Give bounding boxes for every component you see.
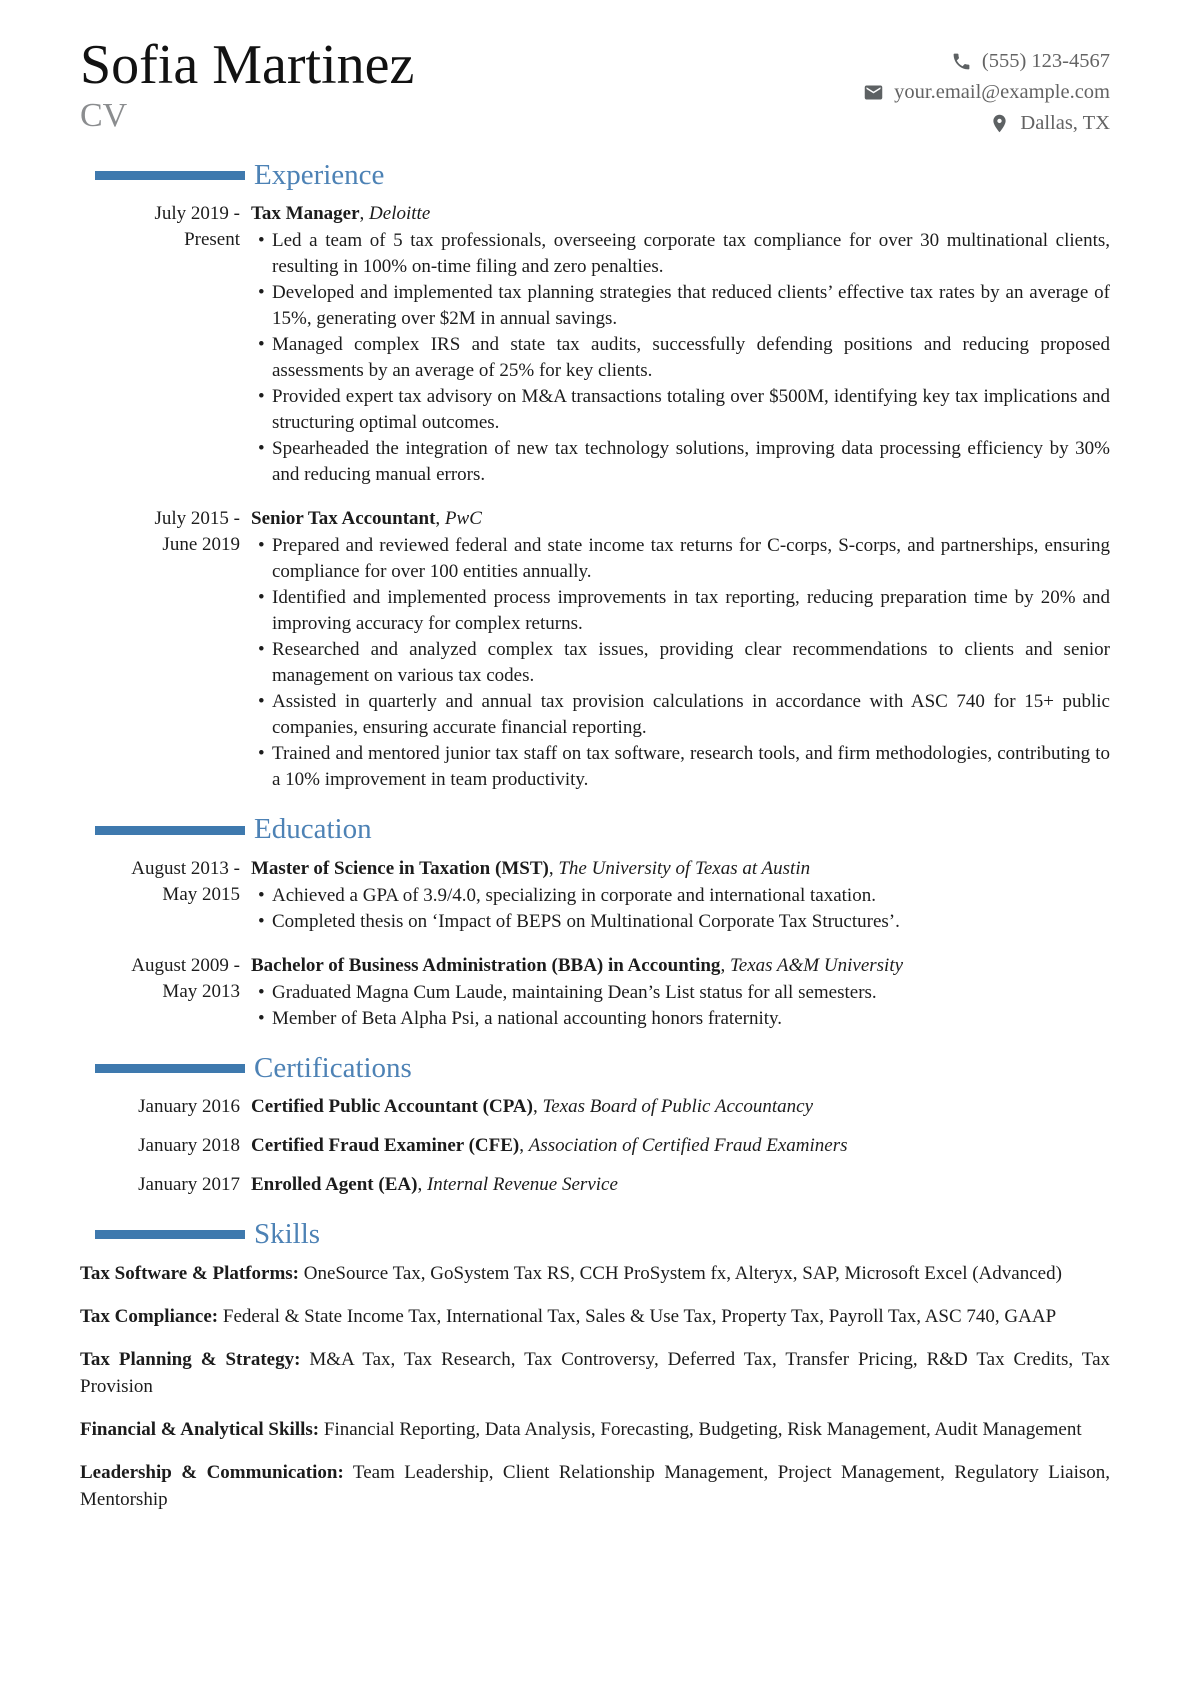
bullet-glyph: • — [258, 1007, 265, 1029]
bullet-list — [251, 883, 1110, 935]
skill-group-text: Team Leadership, Client Relationship Management, Project Management, Regulatory Liaison, Mentorship — [80, 1462, 1110, 1511]
email-address: your.email@example.com — [894, 81, 1110, 103]
section-experience — [80, 159, 1110, 793]
entry-date: January 2017 — [138, 1174, 240, 1196]
phone-number: (555) 123-4567 — [981, 50, 1110, 72]
entry-body — [251, 856, 1110, 935]
separator: , — [519, 1135, 529, 1157]
entry-title-line — [251, 1094, 1110, 1120]
bullet-glyph: • — [258, 587, 265, 609]
bullet-glyph: • — [258, 230, 265, 252]
bullet-glyph: • — [258, 334, 265, 356]
certification-title: Certified Public Accountant (CPA) — [251, 1096, 533, 1118]
degree-title: Bachelor of Business Administration (BBA) in Accounting — [251, 954, 721, 976]
separator: , — [359, 203, 370, 225]
entry-title-line — [251, 1172, 1110, 1198]
skill-group-label: Tax Planning & Strategy: — [80, 1349, 301, 1371]
certification-entry — [80, 1094, 1110, 1120]
skill-group-label: Tax Software & Platforms: — [80, 1263, 299, 1285]
separator: , — [417, 1174, 427, 1196]
bullet-glyph: • — [258, 438, 265, 460]
section-accent-bar — [95, 171, 245, 180]
bullet-text: Identified and implemented process improvements in tax reporting, reducing preparation time by 20% and improving accuracy for complex returns. — [272, 587, 1110, 635]
bullet-item — [251, 637, 1110, 689]
bullet-glyph: • — [258, 884, 265, 906]
certification-title: Enrolled Agent (EA) — [251, 1174, 418, 1196]
skill-group — [80, 1346, 1110, 1400]
skill-group — [80, 1260, 1110, 1287]
section-title: Education — [254, 813, 372, 846]
skill-group-text: OneSource Tax, GoSystem Tax RS, CCH ProSystem fx, Alteryx, SAP, Microsoft Excel (Advanced) — [299, 1263, 1062, 1285]
bullet-item — [251, 228, 1110, 280]
section-title: Certifications — [254, 1051, 412, 1084]
section-certifications — [80, 1052, 1110, 1198]
entry-date: July 2019 - Present — [154, 203, 240, 251]
section-header — [80, 1052, 1110, 1085]
separator: , — [532, 1096, 543, 1118]
bullet-glyph: • — [258, 639, 265, 661]
issuer-name: Internal Revenue Service — [426, 1174, 618, 1196]
entry-title-line — [251, 1133, 1110, 1159]
skill-group — [80, 1303, 1110, 1330]
section-education — [80, 813, 1110, 1031]
bullet-glyph: • — [258, 981, 265, 1003]
bullet-glyph: • — [258, 282, 265, 304]
entry-title-line — [251, 953, 1110, 979]
entry-title-line — [251, 506, 1110, 532]
section-header — [80, 1218, 1110, 1251]
bullet-item — [251, 883, 1110, 909]
header — [80, 36, 1110, 139]
bullet-glyph: • — [258, 535, 265, 557]
location-text: Dallas, TX — [1020, 112, 1110, 134]
bullet-text: Led a team of 5 tax professionals, overseeing corporate tax compliance for over 30 multinational clients, resulting in 100% on-time filing and zero penalties. — [272, 230, 1110, 278]
bullet-item — [251, 1006, 1110, 1032]
entry-date: August 2013 - May 2015 — [131, 857, 240, 905]
bullet-item — [251, 332, 1110, 384]
skill-group-text: M&A Tax, Tax Research, Tax Controversy, Deferred Tax, Transfer Pricing, R&D Tax Credits, Tax Provision — [80, 1349, 1110, 1398]
bullet-item — [251, 585, 1110, 637]
bullet-text: Developed and implemented tax planning strategies that reduced clients’ effective tax rates by an average of 15%, generating over $2M in annual savings. — [272, 282, 1110, 330]
contact-row-location — [863, 108, 1110, 139]
bullet-glyph: • — [258, 691, 265, 713]
bullet-text: Spearheaded the integration of new tax technology solutions, improving data processing efficiency by 30% and reducing manual errors. — [272, 438, 1110, 486]
section-header — [80, 159, 1110, 192]
issuer-name: Texas Board of Public Accountancy — [542, 1096, 813, 1118]
entry-body — [251, 506, 1110, 793]
bullet-text: Graduated Magna Cum Laude, maintaining Dean’s List status for all semesters. — [272, 981, 877, 1003]
entry-body — [251, 953, 1110, 1032]
bullet-item — [251, 384, 1110, 436]
map-pin-icon — [989, 113, 1010, 134]
skill-group-text: Federal & State Income Tax, International Tax, Sales & Use Tax, Property Tax, Payroll Tax, ASC 740, GAAP — [218, 1306, 1057, 1328]
person-name: Sofia Martinez — [80, 34, 415, 96]
bullet-text: Member of Beta Alpha Psi, a national accounting honors fraternity. — [272, 1007, 783, 1029]
bullet-list — [251, 980, 1110, 1032]
bullet-list — [251, 533, 1110, 793]
contact-row-email — [863, 77, 1110, 108]
job-title: Tax Manager — [251, 203, 360, 225]
school-name: The University of Texas at Austin — [558, 857, 811, 879]
section-accent-bar — [95, 1230, 245, 1239]
experience-entry — [80, 201, 1110, 488]
skill-group-label: Financial & Analytical Skills: — [80, 1419, 320, 1441]
certification-entry — [80, 1172, 1110, 1198]
entry-body — [251, 201, 1110, 488]
bullet-text: Provided expert tax advisory on M&A transactions totaling over $500M, identifying key tax implications and structuring optimal outcomes. — [272, 386, 1110, 434]
bullet-text: Completed thesis on ‘Impact of BEPS on Multinational Corporate Tax Structures’. — [272, 910, 900, 932]
separator: , — [720, 954, 730, 976]
education-entry — [80, 953, 1110, 1032]
entry-title-line — [251, 856, 1110, 882]
skill-group-label: Leadership & Communication: — [80, 1462, 344, 1484]
identity-block — [80, 36, 414, 134]
section-accent-bar — [95, 826, 245, 835]
entry-date: January 2016 — [138, 1096, 240, 1118]
bullet-text: Managed complex IRS and state tax audits, successfully defending positions and reducing proposed assessments by an average of 25% for key clients. — [272, 334, 1110, 382]
cv-subtitle: CV — [80, 97, 128, 135]
bullet-text: Assisted in quarterly and annual tax provision calculations in accordance with ASC 740 for 15+ public companies, ensuring accurate financial reporting. — [272, 691, 1110, 739]
bullet-item — [251, 436, 1110, 488]
bullet-item — [251, 980, 1110, 1006]
entry-date: July 2015 - June 2019 — [154, 508, 240, 556]
section-title: Experience — [254, 159, 385, 191]
bullet-list — [251, 228, 1110, 488]
section-title: Skills — [254, 1218, 321, 1251]
job-title: Senior Tax Accountant — [251, 508, 436, 530]
bullet-glyph: • — [258, 743, 265, 765]
contact-row-phone — [863, 46, 1110, 77]
bullet-text: Trained and mentored junior tax staff on tax software, research tools, and firm methodologies, contributing to a 10% improvement in team productivity. — [272, 743, 1110, 791]
bullet-text: Achieved a GPA of 3.9/4.0, specializing in corporate and international taxation. — [272, 884, 876, 906]
bullet-text: Prepared and reviewed federal and state income tax returns for C-corps, S-corps, and partnerships, ensuring compliance for over 100 entities annually. — [272, 535, 1110, 583]
separator: , — [548, 857, 559, 879]
entry-date: August 2009 - May 2013 — [131, 954, 240, 1002]
entry-date: January 2018 — [138, 1135, 240, 1157]
skill-group-text: Financial Reporting, Data Analysis, Forecasting, Budgeting, Risk Management, Audit Management — [319, 1419, 1082, 1441]
section-header — [80, 813, 1110, 846]
certification-entry — [80, 1133, 1110, 1159]
envelope-icon — [863, 82, 884, 103]
school-name: Texas A&M University — [729, 954, 904, 976]
bullet-glyph: • — [258, 386, 265, 408]
bullet-glyph: • — [258, 910, 265, 932]
bullet-item — [251, 533, 1110, 585]
degree-title: Master of Science in Taxation (MST) — [251, 857, 549, 879]
education-entry — [80, 856, 1110, 935]
section-skills — [80, 1218, 1110, 1513]
bullet-item — [251, 741, 1110, 793]
bullet-text: Researched and analyzed complex tax issues, providing clear recommendations to clients and senior management on various tax codes. — [272, 639, 1110, 687]
company-name: PwC — [444, 508, 482, 530]
skill-group-label: Tax Compliance: — [80, 1306, 219, 1328]
entry-title-line — [251, 201, 1110, 227]
company-name: Deloitte — [369, 203, 431, 225]
bullet-item — [251, 689, 1110, 741]
contact-block — [863, 46, 1110, 139]
experience-entry — [80, 506, 1110, 793]
separator: , — [435, 508, 445, 530]
skill-group — [80, 1416, 1110, 1443]
skill-group — [80, 1459, 1110, 1513]
bullet-item — [251, 909, 1110, 935]
section-accent-bar — [95, 1064, 245, 1073]
issuer-name: Association of Certified Fraud Examiners — [528, 1135, 848, 1157]
certification-title: Certified Fraud Examiner (CFE) — [251, 1135, 520, 1157]
bullet-item — [251, 280, 1110, 332]
phone-icon — [951, 51, 972, 72]
